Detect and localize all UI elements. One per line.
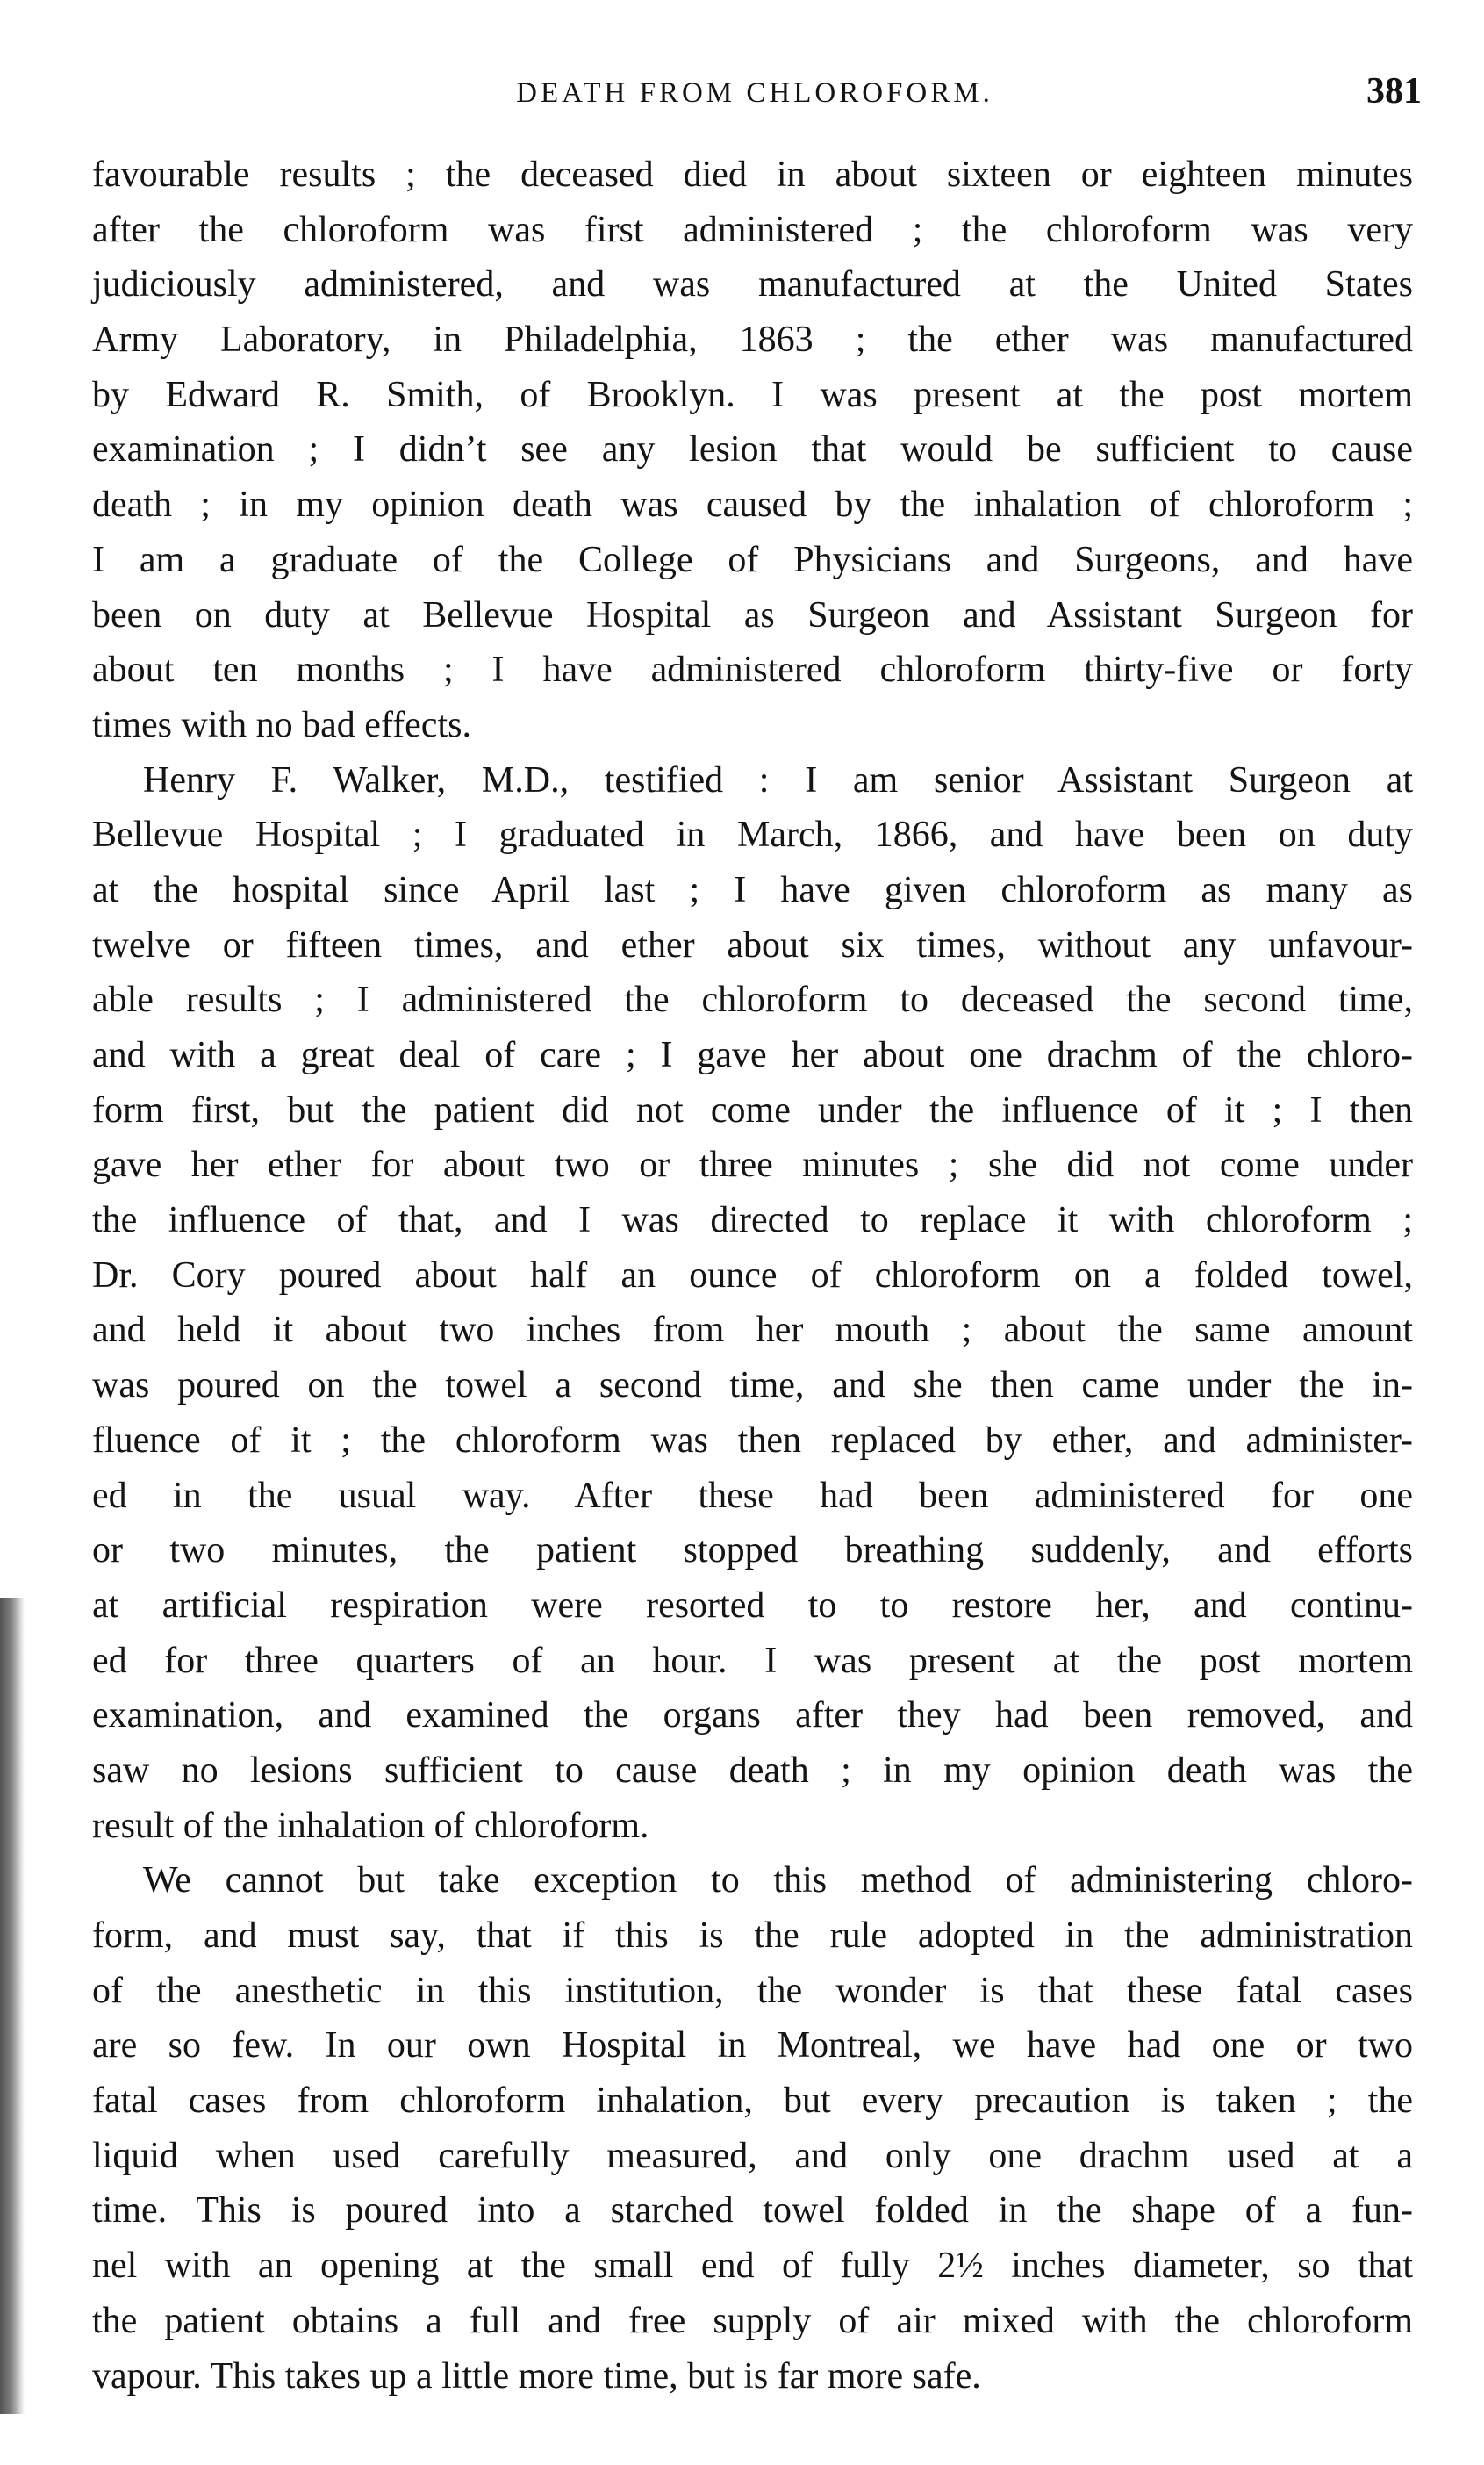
- text-line: at artificial respiration were resorted to to restore her, and continu-: [92, 1585, 1413, 1626]
- text-line: been on duty at Bellevue Hospital as Surgeon and Assistant Surgeon for: [92, 594, 1413, 636]
- text-line: able results ; I administered the chloroform to deceased the second time,: [92, 980, 1413, 1021]
- text-line: vapour. This takes up a little more time, but is far more safe.: [92, 2355, 981, 2397]
- text-line: nel with an opening at the small end of fully 2½ inches diameter, so that: [92, 2246, 1413, 2287]
- text-line: at the hospital since April last ; I have given chloroform as many as: [92, 869, 1413, 910]
- text-line: about ten months ; I have administered chloroform thirty-five or forty: [92, 650, 1413, 691]
- body-text: [92, 147, 1413, 2404]
- text-line: We cannot but take exception to this method of administering chloro-: [143, 1860, 1413, 1901]
- text-line: form first, but the patient did not come under the influence of it ; I then: [92, 1089, 1413, 1131]
- text-line: or two minutes, the patient stopped breathing suddenly, and efforts: [92, 1530, 1413, 1571]
- text-line: ed in the usual way. After these had been administered for one: [92, 1475, 1413, 1516]
- text-line: by Edward R. Smith, of Brooklyn. I was present at the post mortem: [92, 374, 1413, 415]
- text-line: judiciously administered, and was manufactured at the United States: [92, 264, 1413, 305]
- text-line: favourable results ; the deceased died in about sixteen or eighteen minutes: [92, 155, 1413, 195]
- text-line: time. This is poured into a starched towel folded in the shape of a fun-: [92, 2190, 1413, 2231]
- text-line: examination ; I didn’t see any lesion that would be sufficient to cause: [92, 429, 1413, 471]
- text-line: of the anesthetic in this institution, the wonder is that these fatal cases: [92, 1970, 1413, 2011]
- text-line: was poured on the towel a second time, and she then came under the in-: [92, 1365, 1413, 1406]
- binding-gutter-shadow: [0, 1598, 25, 2414]
- text-line: Dr. Cory poured about half an ounce of chloroform on a folded towel,: [92, 1254, 1413, 1296]
- text-line: I am a graduate of the College of Physicians and Surgeons, and have: [92, 539, 1413, 580]
- page-number: 381: [1366, 71, 1422, 111]
- text-line: the influence of that, and I was directed to replace it with chloroform ;: [92, 1200, 1413, 1241]
- text-line: are so few. In our own Hospital in Montreal, we have had one or two: [92, 2025, 1413, 2066]
- text-line: and with a great deal of care ; I gave her about one drachm of the chloro-: [92, 1035, 1413, 1075]
- text-line: result of the inhalation of chloroform.: [92, 1805, 649, 1846]
- text-line: Henry F. Walker, M.D., testified : I am senior Assistant Surgeon at: [143, 759, 1413, 801]
- text-line: after the chloroform was first administered ; the chloroform was very: [92, 209, 1413, 250]
- text-line: gave her ether for about two or three minutes ; she did not come under: [92, 1145, 1413, 1186]
- running-head: [88, 68, 1422, 121]
- text-line: death ; in my opinion death was caused by the inhalation of chloroform ;: [92, 485, 1413, 526]
- text-line: liquid when used carefully measured, and only one drachm used at a: [92, 2135, 1413, 2176]
- text-line: Army Laboratory, in Philadelphia, 1863 ; the ether was manufactured: [92, 320, 1413, 361]
- text-line: times with no bad effects.: [92, 704, 471, 745]
- text-line: ed for three quarters of an hour. I was present at the post mortem: [92, 1640, 1413, 1681]
- text-line: saw no lesions sufficient to cause death ; in my opinion death was the: [92, 1750, 1413, 1791]
- text-line: fluence of it ; the chloroform was then replaced by ether, and administer-: [92, 1419, 1413, 1461]
- text-line: the patient obtains a full and free supply of air mixed with the chloroform: [92, 2300, 1413, 2341]
- text-line: form, and must say, that if this is the rule adopted in the administration: [92, 1915, 1413, 1956]
- text-line: fatal cases from chloroform inhalation, but every precaution is taken ; the: [92, 2081, 1413, 2122]
- running-title: DEATH FROM CHLOROFORM.: [516, 77, 993, 109]
- text-line: twelve or fifteen times, and ether about six times, without any unfavour-: [92, 924, 1413, 966]
- text-line: Bellevue Hospital ; I graduated in March, 1866, and have been on duty: [92, 815, 1413, 856]
- text-line: and held it about two inches from her mouth ; about the same amount: [92, 1310, 1413, 1351]
- text-line: examination, and examined the organs after they had been removed, and: [92, 1695, 1413, 1736]
